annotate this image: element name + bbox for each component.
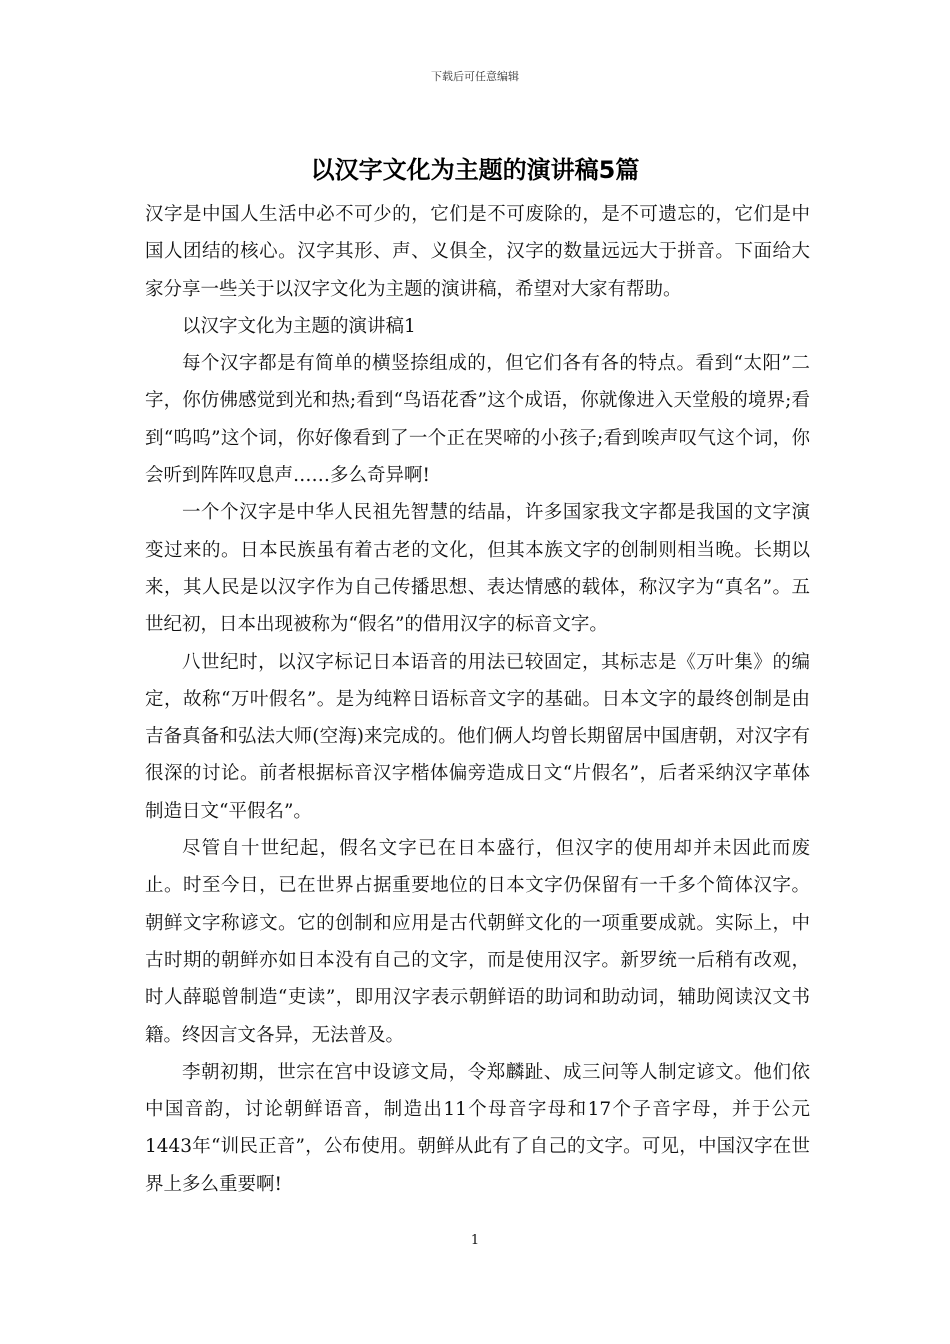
body-paragraph: 一个个汉字是中华人民祖先智慧的结晶，许多国家我文字都是我国的文字演变过来的。日本民族虽有着古老的文化，但其本族文字的创制则相当晚。长期以来，其人民是以汉字作为自己传播思想、表达情感的载体，称汉字为“真名”。五世纪初，日本出现被称为“假名”的借用汉字的标音文字。: [145, 502, 810, 636]
intro-paragraph: 汉字是中国人生活中必不可少的，它们是不可废除的，是不可遗忘的，它们是中国人团结的核心。汉字其形、声、义俱全，汉字的数量远远大于拼音。下面给大家分享一些关于以汉字文化为主题的演讲稿，希望对大家有帮助。: [145, 204, 810, 300]
body-paragraph: 尽管自十世纪起，假名文字已在日本盛行，但汉字的使用却并未因此而废止。时至今日，已在世界占据重要地位的日本文字仍保留有一千多个简体汉字。朝鲜文字称谚文。它的创制和应用是古代朝鲜文化的一项重要成就。实际上，中古时期的朝鲜亦如日本没有自己的文字，而是使用汉字。新罗统一后稍有改观，时人薛聪曾制造“吏读”，即用汉字表示朝鲜语的助词和助动词，辅助阅读汉文书籍。终因言文各异，无法普及。: [145, 838, 810, 1046]
section-title: 以汉字文化为主题的演讲稿1: [182, 315, 416, 337]
page-header-note: 下载后可任意编辑: [431, 70, 519, 83]
page-number: 1: [470, 1233, 480, 1248]
document-body: [145, 196, 810, 1203]
body-paragraph: 每个汉字都是有简单的横竖捺组成的，但它们各有各的特点。看到“太阳”二字，你仿佛感觉到光和热;看到“鸟语花香”这个成语，你就像进入天堂般的境界;看到“呜呜”这个词，你好像看到了一个正在哭啼的小孩子;看到唉声叹气这个词，你会听到阵阵叹息声……多么奇异啊!: [145, 353, 810, 487]
document-title: 以汉字文化为主题的演讲稿5篇: [310, 156, 640, 184]
body-paragraph: 八世纪时，以汉字标记日本语音的用法已较固定，其标志是《万叶集》的编定，故称“万叶假名”。是为纯粹日语标音文字的基础。日本文字的最终创制是由吉备真备和弘法大师(空海)来完成的。他们俩人均曾长期留居中国唐朝，对汉字有很深的讨论。前者根据标音汉字楷体偏旁造成日文“片假名”，后者采纳汉字革体制造日文“平假名”。: [145, 651, 810, 822]
body-paragraph: 李朝初期，世宗在宫中设谚文局，令郑麟趾、成三问等人制定谚文。他们依中国音韵，讨论朝鲜语音，制造出11个母音字母和17个子音字母，并于公元1443年“训民正音”，公布使用。朝鲜从此有了自己的文字。可见，中国汉字在世界上多么重要啊!: [145, 1061, 810, 1195]
